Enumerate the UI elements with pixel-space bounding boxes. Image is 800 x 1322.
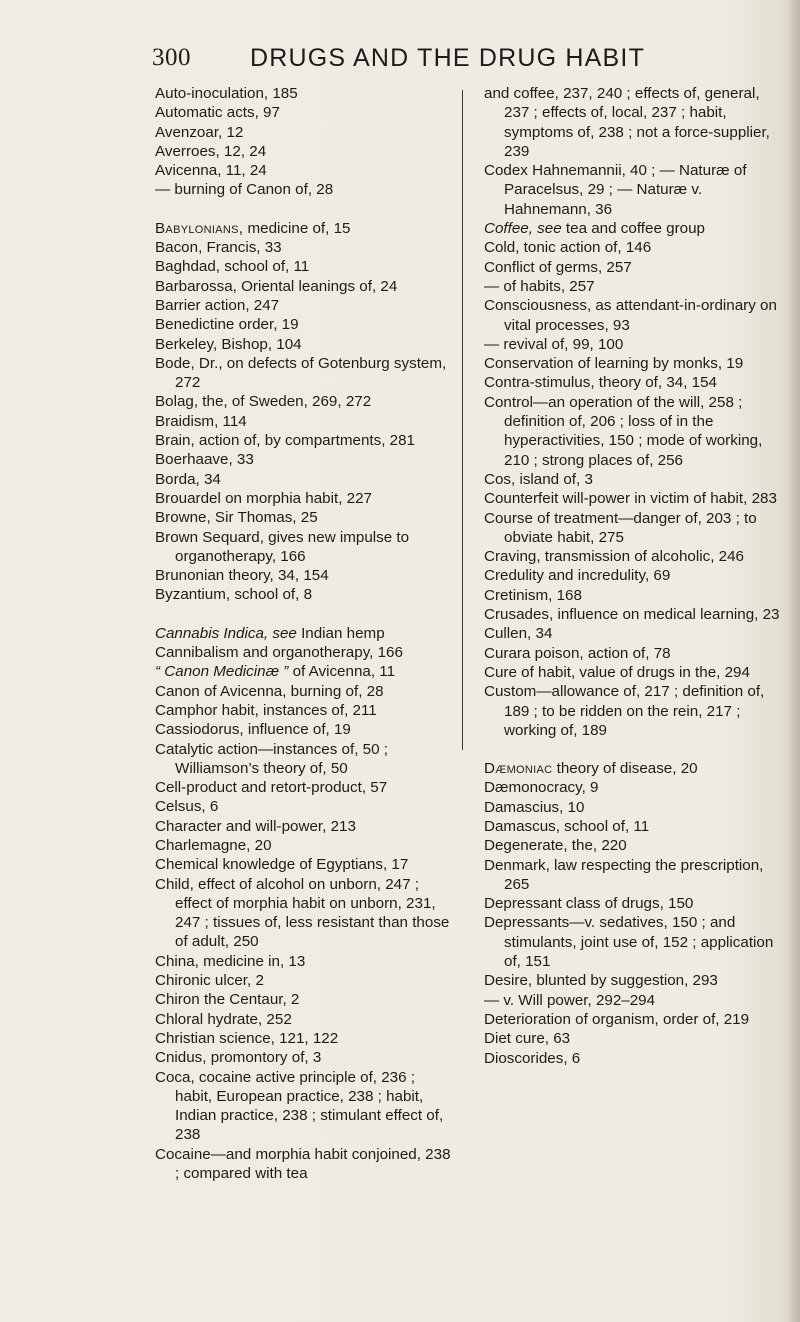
- entry-text: Bacon, Francis, 33: [155, 239, 282, 257]
- index-entry: [155, 238, 455, 257]
- index-entry: [155, 296, 455, 315]
- index-entry: [155, 740, 455, 779]
- entry-text: Canon of Avicenna, burning of, 28: [155, 682, 384, 700]
- entry-text: Child, effect of alcohol on unborn, 247 ; effect of morphia habit on unborn, 231, 247 ; tissues of, less resistant than those of adult, 250: [155, 875, 450, 951]
- entry-text: Braidism, 114: [155, 412, 247, 430]
- entry-text: Crusades, influence on medical learning, 23: [484, 606, 780, 624]
- entry-text: Curara poison, action of, 78: [484, 644, 671, 662]
- index-entry: [484, 644, 784, 663]
- index-entry: [484, 1049, 784, 1068]
- index-entry: [484, 836, 784, 855]
- index-entry: [155, 180, 455, 199]
- entry-text: Cretinism, 168: [484, 586, 582, 604]
- index-entry: [484, 354, 784, 373]
- entry-text: Barbarossa, Oriental leanings of, 24: [155, 277, 398, 295]
- index-entry: [484, 509, 784, 548]
- column-divider: [462, 90, 463, 750]
- index-entry: [484, 913, 784, 971]
- entry-text: medicine of, 15: [243, 219, 351, 237]
- index-entry: [155, 142, 455, 161]
- index-entry: [484, 219, 784, 238]
- index-entry: [484, 894, 784, 913]
- entry-text: Boerhaave, 33: [155, 451, 254, 469]
- entry-text: Cassiodorus, influence of, 19: [155, 721, 351, 739]
- entry-section-lead: Babylonians,: [155, 219, 244, 237]
- index-entry: [155, 528, 455, 567]
- index-entry: [155, 257, 455, 276]
- entry-text: Bolag, the, of Sweden, 269, 272: [155, 393, 372, 411]
- entry-text: Denmark, law respecting the prescription, 265: [484, 856, 764, 893]
- index-entry: [484, 778, 784, 797]
- entry-text: Credulity and incredulity, 69: [484, 567, 671, 585]
- entry-text: Consciousness, as attendant-in-ordinary on vital processes, 93: [484, 297, 777, 334]
- entry-text: Depressants—v. sedatives, 150 ; and stimulants, joint use of, 152 ; application of, 151: [484, 914, 774, 971]
- entry-text: Berkeley, Bishop, 104: [155, 335, 302, 353]
- entry-text: Indian hemp: [296, 624, 385, 642]
- index-entry: [484, 971, 784, 990]
- entry-text: Benedictine order, 19: [155, 316, 299, 334]
- entry-text: Borda, 34: [155, 470, 221, 488]
- entry-text: Conflict of germs, 257: [484, 258, 632, 276]
- entry-text: Character and will-power, 213: [155, 817, 356, 835]
- entry-text: China, medicine in, 13: [155, 952, 306, 970]
- index-column-right: [484, 84, 784, 1068]
- index-entry: [155, 585, 455, 604]
- entry-text: Brunonian theory, 34, 154: [155, 567, 329, 585]
- index-entry: [155, 219, 455, 238]
- index-entry: [484, 759, 784, 778]
- index-entry: [484, 991, 784, 1010]
- index-entry: [155, 1145, 455, 1184]
- entry-text: Cullen, 34: [484, 625, 553, 643]
- entry-text: Cannibalism and organotherapy, 166: [155, 644, 403, 662]
- index-entry: [155, 817, 455, 836]
- entry-text: — revival of, 99, 100: [484, 335, 624, 353]
- entry-text: Cos, island of, 3: [484, 470, 593, 488]
- entry-text: Charlemagne, 20: [155, 836, 272, 854]
- index-entry: [155, 161, 455, 180]
- page-number: 300: [152, 44, 191, 71]
- index-entry: [484, 258, 784, 277]
- entry-text: Craving, transmission of alcoholic, 246: [484, 548, 744, 566]
- entry-italic: Coffee, see: [484, 220, 562, 238]
- index-entry: [155, 1048, 455, 1067]
- index-entry: [155, 123, 455, 142]
- section-gap: [155, 200, 455, 219]
- entry-text: Chironic ulcer, 2: [155, 972, 264, 990]
- index-entry: [155, 489, 455, 508]
- index-entry: [155, 431, 455, 450]
- index-entry: [155, 1029, 455, 1048]
- index-entry: [155, 1010, 455, 1029]
- index-entry: [484, 624, 784, 643]
- entry-text: Cocaine—and morphia habit conjoined, 238 ; compared with tea: [155, 1145, 451, 1183]
- index-entry: [484, 296, 784, 335]
- index-entry: [484, 277, 784, 296]
- index-entry: [155, 875, 455, 952]
- index-entry: [155, 701, 455, 720]
- index-entry: [484, 586, 784, 605]
- index-entry: [155, 1068, 455, 1145]
- index-entry: [484, 1010, 784, 1029]
- entry-text: and coffee, 237, 240 ; effects of, general, 237 ; effects of, local, 237 ; habit, symptoms of, 238 ; not a force-supplier, 239: [484, 85, 770, 160]
- index-entry: [484, 566, 784, 585]
- entry-text: Counterfeit will-power in victim of habit, 283: [484, 490, 777, 508]
- entry-text: of Avicenna, 11: [288, 663, 396, 681]
- entry-text: Desire, blunted by suggestion, 293: [484, 972, 718, 990]
- entry-text: Brain, action of, by compartments, 281: [155, 432, 416, 450]
- index-entry: [484, 605, 784, 624]
- entry-text: Brouardel on morphia habit, 227: [155, 489, 372, 507]
- index-entry: [484, 489, 784, 508]
- index-entry: [484, 373, 784, 392]
- index-entry: [484, 335, 784, 354]
- entry-text: — v. Will power, 292–294: [484, 991, 656, 1009]
- entry-text: — burning of Canon of, 28: [155, 181, 334, 199]
- index-entry: [155, 797, 455, 816]
- index-entry: [484, 161, 784, 219]
- index-entry: [155, 277, 455, 296]
- index-entry: [155, 952, 455, 971]
- entry-italic: Cannabis Indica, see: [155, 624, 297, 642]
- entry-text: Catalytic action—instances of, 50 ; Williamson’s theory of, 50: [155, 740, 388, 777]
- index-entry: [155, 412, 455, 431]
- index-entry: [484, 84, 784, 161]
- entry-text: theory of disease, 20: [552, 760, 698, 778]
- entry-text: Browne, Sir Thomas, 25: [155, 509, 318, 527]
- entry-text: Celsus, 6: [155, 798, 219, 816]
- running-title: DRUGS AND THE DRUG HABIT: [250, 44, 646, 72]
- entry-text: Degenerate, the, 220: [484, 837, 627, 855]
- index-entry: [155, 682, 455, 701]
- index-entry: [155, 720, 455, 739]
- index-entry: [484, 798, 784, 817]
- index-entry: [484, 682, 784, 740]
- entry-text: Contra-stimulus, theory of, 34, 154: [484, 374, 717, 392]
- entry-text: Conservation of learning by monks, 19: [484, 355, 744, 373]
- entry-text: Baghdad, school of, 11: [155, 258, 310, 276]
- index-entry: [155, 778, 455, 797]
- index-entry: [484, 393, 784, 470]
- entry-text: Chiron the Centaur, 2: [155, 991, 300, 1009]
- index-entry: [484, 1029, 784, 1048]
- entry-text: Diet cure, 63: [484, 1030, 571, 1048]
- index-entry: [484, 817, 784, 836]
- index-entry: [155, 643, 455, 662]
- entry-text: Avenzoar, 12: [155, 123, 244, 141]
- page-edge-shadow: [786, 0, 800, 1322]
- index-entry: [155, 662, 455, 681]
- entry-text: Chemical knowledge of Egyptians, 17: [155, 856, 409, 874]
- index-entry: [155, 855, 455, 874]
- index-entry: [155, 450, 455, 469]
- index-entry: [155, 470, 455, 489]
- entry-text: Cell-product and retort-product, 57: [155, 779, 388, 797]
- entry-text: Christian science, 121, 122: [155, 1029, 339, 1047]
- section-gap: [484, 740, 784, 759]
- index-entry: [155, 354, 455, 393]
- entry-text: Byzantium, school of, 8: [155, 586, 313, 604]
- index-entry: [155, 971, 455, 990]
- entry-text: Avicenna, 11, 24: [155, 162, 267, 180]
- entry-text: — of habits, 257: [484, 277, 595, 295]
- index-entry: [155, 566, 455, 585]
- entry-text: Camphor habit, instances of, 211: [155, 701, 377, 719]
- index-entry: [155, 836, 455, 855]
- entry-text: Averroes, 12, 24: [155, 142, 267, 160]
- index-entry: [155, 315, 455, 334]
- entry-text: Codex Hahnemannii, 40 ; — Naturæ of Paracelsus, 29 ; — Naturæ v. Hahnemann, 36: [484, 162, 747, 218]
- entry-text: Bode, Dr., on defects of Gotenburg system, 272: [155, 354, 447, 392]
- index-entry: [484, 547, 784, 566]
- entry-text: Depressant class of drugs, 150: [484, 895, 694, 913]
- index-entry: [484, 470, 784, 489]
- index-entry: [155, 335, 455, 354]
- entry-text: Control—an operation of the will, 258 ; definition of, 206 ; loss of in the hyperactivities, 150 ; mode of working, 210 ; strong places of, 256: [484, 393, 763, 469]
- entry-text: Cure of habit, value of drugs in the, 294: [484, 663, 750, 681]
- index-entry: [155, 84, 455, 103]
- entry-text: Damascius, 10: [484, 798, 585, 816]
- index-entry: [155, 990, 455, 1009]
- entry-text: Coca, cocaine active principle of, 236 ; habit, European practice, 238 ; habit, Indian practice, 238 ; stimulant effect of, 238: [155, 1068, 444, 1144]
- index-entry: [484, 238, 784, 257]
- entry-text: Automatic acts, 97: [155, 104, 280, 122]
- index-entry: [484, 663, 784, 682]
- entry-text: Damascus, school of, 11: [484, 817, 650, 835]
- section-gap: [155, 605, 455, 624]
- entry-text: Deterioration of organism, order of, 219: [484, 1010, 750, 1028]
- index-entry: [484, 856, 784, 895]
- entry-text: Auto-inoculation, 185: [155, 85, 298, 102]
- index-entry: [155, 624, 455, 643]
- entry-text: Dioscorides, 6: [484, 1049, 581, 1067]
- entry-text: Cold, tonic action of, 146: [484, 239, 652, 257]
- entry-italic: “ Canon Medicinæ ”: [155, 663, 289, 681]
- index-entry: [155, 508, 455, 527]
- entry-section-lead: Dæmoniac: [484, 760, 553, 778]
- index-entry: [155, 392, 455, 411]
- entry-text: tea and coffee group: [561, 220, 705, 238]
- index-column-left: [155, 84, 455, 1183]
- entry-text: Custom—allowance of, 217 ; definition of, 189 ; to be ridden on the rein, 217 ; working of, 189: [484, 683, 765, 739]
- entry-text: Dæmonocracy, 9: [484, 779, 599, 797]
- entry-text: Barrier action, 247: [155, 296, 280, 314]
- entry-text: Cnidus, promontory of, 3: [155, 1049, 322, 1067]
- entry-text: Chloral hydrate, 252: [155, 1010, 292, 1028]
- entry-text: Course of treatment—danger of, 203 ; to obviate habit, 275: [484, 509, 757, 546]
- entry-text: Brown Sequard, gives new impulse to organotherapy, 166: [155, 528, 410, 565]
- index-entry: [155, 103, 455, 122]
